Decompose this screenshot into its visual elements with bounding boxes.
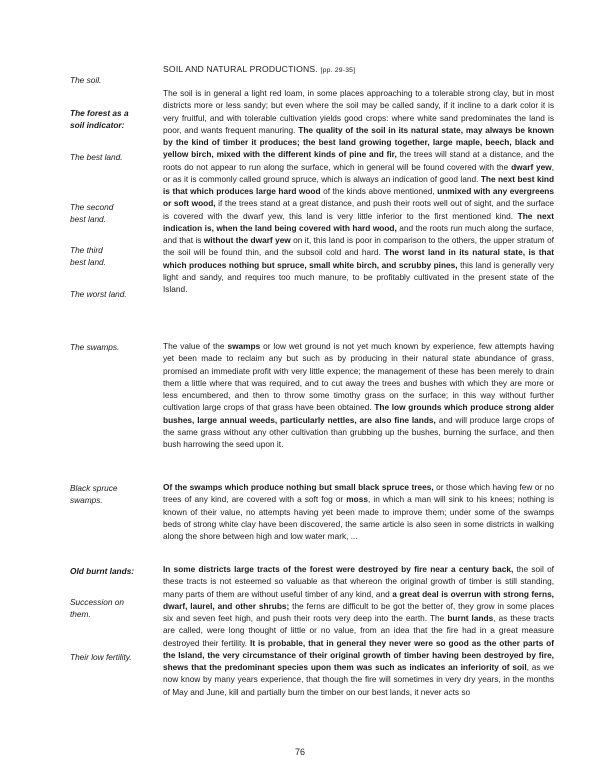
text-run: on it, this land is poor in comparison to the others, the upper stratum of the soil will be found thin, and the subsoil cold and hard. <box>163 235 554 258</box>
margin-note-old-burnt: Old burnt lands: <box>70 566 135 576</box>
margin-note-third-best: The third best land. <box>70 245 106 267</box>
bold-run: In some districts large tracts of the forest were destroyed by fire near a century back, <box>163 564 514 574</box>
margin-note-low-fertility: Their low fertility. <box>70 652 132 662</box>
paragraph-swamps <box>163 340 554 450</box>
margin-note-succession: Succession on them. <box>70 597 124 619</box>
heading-title: SOIL AND NATURAL PRODUCTIONS. <box>163 64 318 74</box>
text-run: and will produce large crops of the same grass without any other cultivation than grubbing up the bushes, burning the surface, and then bush harrowing the seed upon it. <box>163 414 554 449</box>
text-run: the soil of these tracts is not esteemed so valuable as that whereon the original growth of timber is still standing, many parts of them are without useful timber of any kind, and <box>163 564 554 599</box>
bold-run: The next best kind is that which produces large hard wood <box>163 173 555 196</box>
text-run: the ferns are difficult to be got the better of, they grow in some places six and seven feet high, and push their roots very deep into the earth. The <box>163 600 554 623</box>
bold-run: without the dwarf yew <box>203 235 291 245</box>
bold-run: moss <box>346 494 368 505</box>
margin-note-black-spruce: Black spruce swamps. <box>70 483 118 505</box>
bold-run: The low grounds which produce strong alder bushes, large annual weeds, particularly nettles, are also fine lands, <box>163 402 554 425</box>
margin-note-swamps: The swamps. <box>70 342 120 352</box>
text-run: if the trees stand at a great distance, and push their roots well out of sight, and the surface is covered with the dwarf yew, this land is very little inferior to the first mentioned kind. <box>163 198 554 221</box>
text-run: , as we now know by many years experience, that though the fire will sometimes in very dry years, in the months of May and June, kill and partially burn the timber on our best lands, it never acts so <box>163 662 554 697</box>
text-run: The value of the <box>163 341 228 351</box>
bold-run: It is probable, that in general they never were so good as the other parts of the Island, the very circumstance of their original growth of timber having been destroyed by fire, shews that the predominant species upon them was such as indicates an inferiority of soil <box>163 637 554 672</box>
margin-note-worst-land: The worst land. <box>70 289 127 299</box>
text-run: The soil is in general a light red loam, in some places approaching to a tolerable strong clay, but in most districts more or less sandy; but even where the soil may be called sandy, if it incline to a dark color it is very fruitful, and with tolerable cultivation yields good crops: where white sand predominates the land is poor, and wants frequent manuring. <box>163 88 554 135</box>
section-heading <box>163 64 355 74</box>
text-run: of the kinds above mentioned, <box>320 186 438 196</box>
text-run: , as these tracts are called, were long thought of little or no value, from an idea that the fire had in a great measure destroyed their fertility. <box>163 613 554 648</box>
bold-run: The worst land in its natural state, is that which produces nothing but spruce, small white birch, and scrubby pines, <box>163 247 554 270</box>
bold-run: Of the swamps which produce nothing but small black spruce trees, <box>163 482 434 492</box>
bold-run: The quality of the soil in its natural state, may always be known by the kind of timber it produces; the best land growing together, large maple, beech, black and yellow birch, mixed with the different kinds of pine and fir, <box>163 124 555 160</box>
heading-page-range: [pp. 29-35] <box>320 67 356 74</box>
text-run: the trees will stand at a distance, and the roots do not appear to run along the surface, which in general will be found covered with the <box>163 149 554 172</box>
text-run: and the roots run much along the surface, and that is <box>163 222 554 245</box>
page-number: 76 <box>294 747 305 757</box>
text-run: , in which a man will sink to his knees; nothing is known of their value, no attempts having yet been made to improve them; under some of the swamps beds of strong white clay have been discovered, the same article is also seen in some districts in walking along the shore between high and low water mark, ... <box>163 494 554 541</box>
text-run: or those which having few or no trees of any kind, are covered with a soft fog or <box>163 482 554 505</box>
paragraph-burnt-lands <box>163 563 554 698</box>
bold-run: swamps <box>227 341 261 351</box>
text-run: or low wet ground is not yet much known by experience, few attempts having yet been made to reclaim any but such as by producing in their natural state abundance of grass, promised an immediate profit with very little expence; the management of these has been merely to drain them a little where that was required, and to cut away the trees and bushes with which they are more or less encumbered, and then to throw some timothy grass on the surface; in this way without further cultivation large crops of that grass have been obtained. <box>163 341 554 413</box>
paragraph-soil <box>163 87 554 295</box>
margin-note-best-land: The best land. <box>70 152 123 162</box>
bold-run: a great deal is overrun with strong ferns, dwarf, laurel, and other shrubs; <box>163 588 554 611</box>
bold-run: dwarf yew <box>511 161 552 172</box>
bold-run: burnt lands <box>447 613 494 623</box>
text-run: this land is generally very light and sandy, and requires too much manure, to be profitably cultivated in the present state of the Island. <box>163 259 554 294</box>
margin-note-second-best: The second best land. <box>70 202 114 224</box>
bold-run: The next indication is, when the land being covered with hard wood, <box>163 210 554 233</box>
margin-note-forest-indicator: The forest as a soil indicator: <box>70 108 129 130</box>
paragraph-black-spruce <box>163 481 554 542</box>
bold-run: unmixed with any evergreens or soft wood, <box>163 186 554 209</box>
text-run: , or as it is commonly called ground spruce, which is always an indication of good land. <box>163 161 554 184</box>
margin-note-soil: The soil. <box>70 75 102 85</box>
